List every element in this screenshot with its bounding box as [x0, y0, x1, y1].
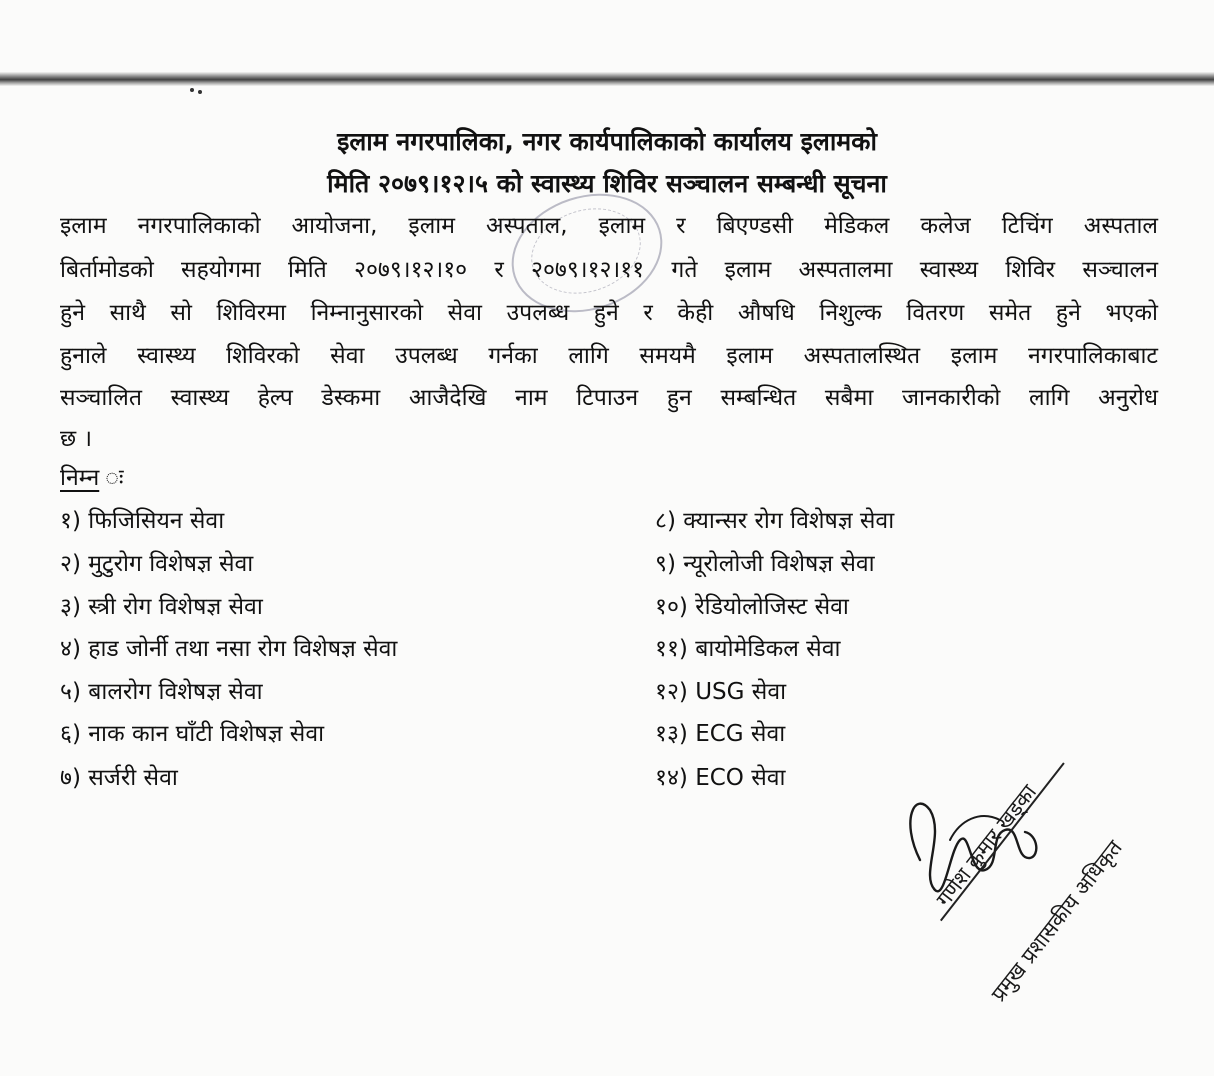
- service-item: ३) स्त्री रोग विशेषज्ञ सेवा: [60, 594, 263, 620]
- service-item: १२) USG सेवा: [655, 679, 787, 705]
- signatory-title: प्रमुख प्रशासकीय अधिकृत: [986, 835, 1127, 1007]
- services-list-heading: [60, 460, 124, 492]
- service-item: ९) न्यूरोलोजी विशेषज्ञ सेवा: [655, 551, 875, 577]
- notice-body-line: इलाम नगरपालिकाको आयोजना, इलाम अस्पताल, इलाम र बिएण्डसी मेडिकल कलेज टिचिंग अस्पताल: [60, 213, 1158, 239]
- service-item: ११) बायोमेडिकल सेवा: [655, 636, 841, 662]
- service-item: १३) ECG सेवा: [655, 721, 786, 747]
- notice-body-line: हुने साथै सो शिविरमा निम्नानुसारको सेवा उपलब्ध हुने र केही औषधि निशुल्क वितरण समेत हुने भएको: [60, 300, 1158, 326]
- notice-heading-subject: मिति २०७९।१२।५ को स्वास्थ्य शिविर सञ्चालन सम्बन्धी सूचना: [327, 169, 887, 198]
- service-item: ४) हाड जोर्नी तथा नसा रोग विशेषज्ञ सेवा: [60, 636, 398, 662]
- service-item: १) फिजिसियन सेवा: [60, 508, 225, 534]
- notice-body-line: हुनाले स्वास्थ्य शिविरको सेवा उपलब्ध गर्नका लागि समयमै इलाम अस्पतालस्थित इलाम नगरपालिकाबाट: [60, 343, 1158, 369]
- notice-heading-office: इलाम नगरपालिका, नगर कार्यपालिकाको कार्यालय इलामको: [337, 127, 877, 156]
- notice-body-line: बिर्तामोडको सहयोगमा मिति २०७९।१२।१० र २०७९।१२।११ गते इलाम अस्पतालमा स्वास्थ्य शिविर सञ्चालन: [60, 257, 1158, 283]
- scan-speck: [190, 88, 194, 92]
- service-item: ८) क्यान्सर रोग विशेषज्ञ सेवा: [655, 508, 895, 534]
- notice-body-line: छ ।: [60, 426, 93, 452]
- service-item: ७) सर्जरी सेवा: [60, 765, 178, 791]
- service-item: २) मुटुरोग विशेषज्ञ सेवा: [60, 551, 254, 577]
- service-item: ५) बालरोग विशेषज्ञ सेवा: [60, 679, 263, 705]
- service-item: १०) रेडियोलोजिस्ट सेवा: [655, 594, 849, 620]
- services-list-heading-label: निम्न: [60, 465, 100, 491]
- notice-body-line: सञ्चालित स्वास्थ्य हेल्प डेस्कमा आजैदेखि नाम टिपाउन हुन सम्बन्धित सबैमा जानकारीको लागि अनुरोध: [60, 385, 1158, 411]
- signatory-name: गणेश कुमार खड्का: [931, 780, 1042, 912]
- scan-top-rule: [0, 72, 1214, 86]
- scan-speck: [198, 90, 202, 94]
- service-item: १४) ECO सेवा: [655, 765, 786, 791]
- service-item: ६) नाक कान घाँटी विशेषज्ञ सेवा: [60, 721, 325, 747]
